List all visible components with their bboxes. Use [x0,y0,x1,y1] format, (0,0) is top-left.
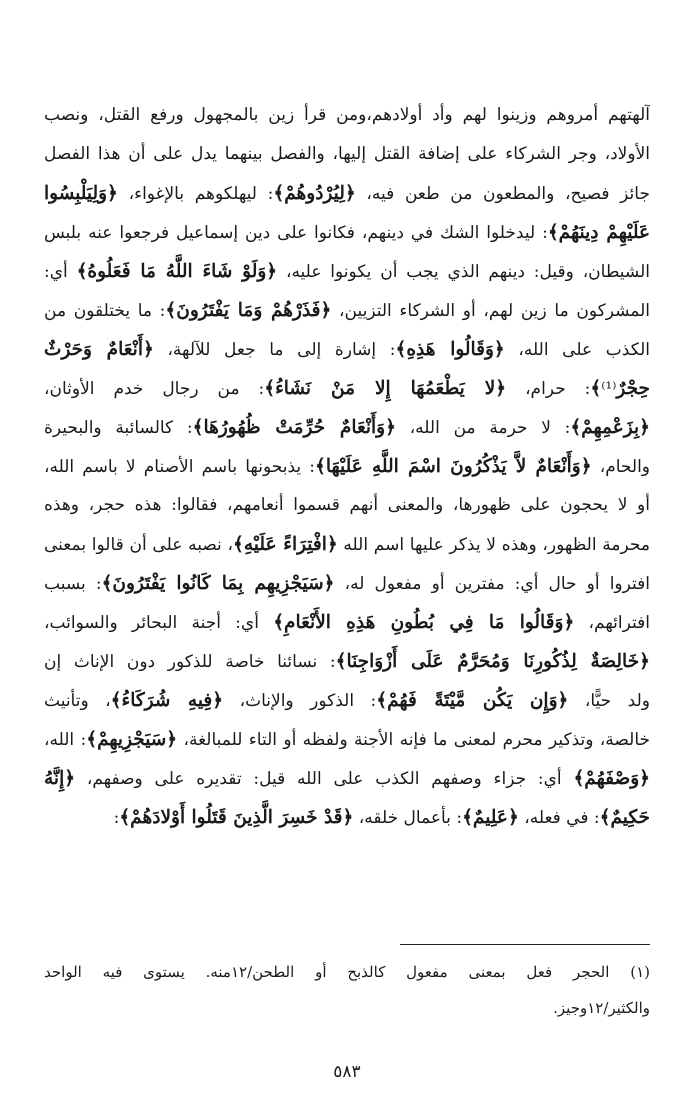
text-line [44,759,650,798]
text-segment: أي: أجنة البحائر والسوائب، [44,613,274,633]
text-segment: : ليدخلوا الشك في دينهم، فكانوا على دين إسماعيل فرجعوا عنه بلبس [44,223,548,243]
text-segment: أي: جزاء وصفهم الكذب على الله قيل: تقديره على وصفهم، [75,769,574,789]
quran-quote: ﴿وَلِيَلْبِسُوا [44,183,118,204]
quran-quote: ﴿قَدْ خَسِرَ الَّذِينَ قَتَلُوا أَوْلادَهُمْ﴾ [119,807,354,828]
text-line [44,408,650,447]
text-segment: : لا حرمة من الله، [395,418,571,438]
text-line [44,525,650,564]
text-segment: : نسائنا خاصة للذكور دون الإناث إن [44,652,336,672]
text-line [44,135,650,174]
footnote [44,954,650,1026]
quran-quote: ﴿وَقَالُوا مَا فِي بُطُونِ هَذِهِ الأَنْعَامِ﴾ [273,612,575,633]
text-segment: : كالسائبة والبحيرة [44,418,193,438]
quran-quote: ﴿فِيهِ شُرَكَاءُ﴾ [110,690,224,711]
quran-quote: ﴿وَقَالُوا هَذِهِ﴾ [395,339,505,360]
text-segment: ولد حيًّا، [568,691,650,711]
quran-quote: ﴿فَذَرْهُمْ وَمَا يَفْتَرُونَ﴾ [165,300,332,321]
text-segment: : يذبحونها باسم الأصنام لا باسم الله، [44,457,316,477]
text-segment: أي: [44,262,77,282]
text-line [44,252,650,291]
text-segment: : من رجال خدم الأوثان، [44,379,265,399]
text-segment: : بسبب [44,574,102,594]
text-segment: افترائهم، [574,613,650,633]
text-segment: محرمة الظهور، وهذه لا يذكر عليها اسم الله [337,535,650,555]
text-segment: : الذكور والإناث، [223,691,377,711]
text-line [44,369,650,408]
text-segment: : إشارة إلى ما جعل للآلهة، [153,340,396,360]
text-segment: : [113,808,120,828]
quran-quote: ﴿سَيَجْزِيهِم بِمَا كَانُوا يَفْتَرُونَ﴾ [101,573,335,594]
text-segment: : بأعمال خلقه، [353,808,463,828]
text-line [44,603,650,642]
text-segment: أو لا يحجون على ظهورها، والمعنى أنهم قسموا أنعامهم، فقالوا: هذه حجر، وهذه [44,495,650,515]
text-line [44,681,650,720]
text-segment: : في فعله، [518,808,600,828]
text-segment: والحام، [591,457,650,477]
quran-quote: ﴿أَنْعَامٌ وَحَرْثٌ [44,339,154,360]
quran-quote: ﴿وَأَنْعَامٌ حُرِّمَتْ ظُهُورُهَا﴾ [192,417,396,438]
quran-quote: ﴿عَلِيمٌ﴾ [462,807,519,828]
quran-quote: ﴿خَالِصَةٌ لِذُكُورِنَا وَمُحَرَّمٌ عَلَى أَزْوَاجِنَا﴾ [335,651,650,672]
quran-quote: ﴿بِزَعْمِهِمْ﴾ [570,417,650,438]
text-segment: : الله، [44,730,87,750]
text-segment: ، وتأنيث [44,691,111,711]
text-segment: افتروا أو حال أي: مفترين أو مفعول له، [334,574,650,594]
quran-quote: ﴿لِيُرْدُوهُمْ﴾ [273,183,356,204]
text-segment: آلهتهم أمروهم وزينوا لهم وأد أولادهم،ومن قرأ زين بالمجهول ورفع القتل، ونصب [44,105,650,125]
text-segment: الأولاد، وجر الشركاء على إضافة القتل إليها، والفصل بينهما يدل على أن هذا الفصل [44,144,650,164]
quran-quote: ﴿لا يَطْعَمُهَا إِلا مَنْ نَشَاءُ﴾ [264,378,507,399]
text-line [44,213,650,252]
quran-quote: حَكِيمٌ﴾ [599,807,650,828]
quran-quote: حِجْرٌ [616,378,650,399]
page-number: ٥٨٣ [333,1062,361,1082]
quran-quote: ﴾ [590,378,602,399]
quran-quote: ﴿وَلَوْ شَاءَ اللَّهُ مَا فَعَلُوهُ﴾ [76,261,278,282]
quran-quote: ﴿سَيَجْزِيهِمْ﴾ [86,729,178,750]
footnote-divider [400,944,650,945]
quran-quote: ﴿افْتِرَاءً عَلَيْهِ﴾ [233,534,338,555]
text-segment: ⁽¹⁾ [601,379,617,399]
quran-quote: ﴿وَأَنْعَامٌ لاَّ يَذْكُرُونَ اسْمَ اللَّهِ عَلَيْهَا﴾ [315,456,592,477]
text-segment: : حرام، [506,379,591,399]
text-line [44,798,650,837]
text-line [44,564,650,603]
quran-quote: عَلَيْهِمْ دِينَهُمْ﴾ [547,222,650,243]
quran-quote: ﴿وَصْفَهُمْ﴾ [573,768,650,789]
text-line [44,291,650,330]
quran-quote: ﴿إِنَّهُ [44,768,76,789]
text-line [44,642,650,681]
text-line [44,486,650,525]
quran-quote: ﴿وَإِن يَكُن مَّيْتَةً فَهُمْ﴾ [376,690,569,711]
text-line [44,447,650,486]
footnote-line-1: (١) الحجر فعل بمعنى مفعول كالذبح أو الطحن/١٢منه. يستوى فيه الواحد [44,963,650,981]
text-line [44,174,650,213]
text-line [44,330,650,369]
footnote-line-2: والكثير/١٢وجيز. [553,999,650,1017]
main-text [44,96,650,837]
text-segment: جائز فصيح، والمطعون من طعن فيه، [355,184,650,204]
text-segment: ، نصبه على أن قالوا بمعنى [44,535,233,555]
text-segment: الكذب على الله، [504,340,650,360]
text-segment: الشيطان، وقيل: دينهم الذي يجب أن يكونوا عليه، [277,262,650,282]
text-segment: : ليهلكوهم بالإغواء، [117,184,274,204]
text-segment: المشركون ما زين لهم، أو الشركاء التزيين، [331,301,650,321]
text-segment: خالصة، وتذكير محرم لمعنى ما فإنه الأجنة ولفظه أو التاء للمبالغة، [177,730,650,750]
text-segment: : ما يختلقون من [44,301,166,321]
text-line [44,720,650,759]
text-line [44,96,650,135]
